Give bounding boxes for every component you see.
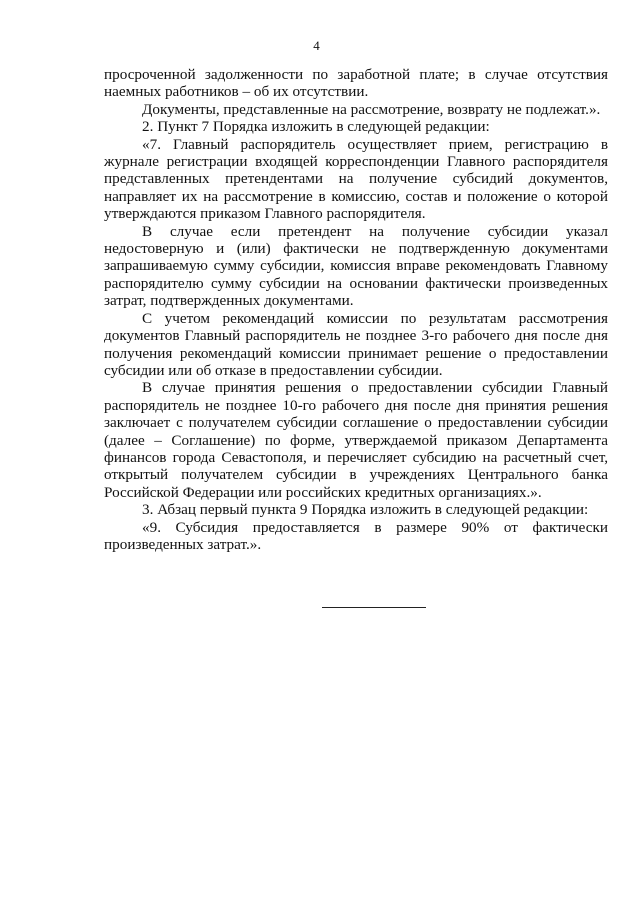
paragraph-commission-recommendations: С учетом рекомендаций комиссии по результатам рассмотрения документов Главный распорядитель не позднее 3-го рабочего дня после дня получения рекомендаций комиссии принимает решение о предоставлении субсидии или об отказе в предоставлении субсидии. — [104, 309, 608, 379]
end-separator-line — [322, 607, 426, 608]
document-body — [104, 66, 608, 553]
paragraph-point-9: «9. Субсидия предоставляется в размере 90% от фактически произведенных затрат.». — [104, 518, 608, 553]
paragraph-documents-not-returned: Документы, представленные на рассмотрение, возврату не подлежат.». — [142, 100, 601, 118]
paragraph-item-2-intro: 2. Пункт 7 Порядка изложить в следующей редакции: — [142, 118, 490, 136]
paragraph-unpaid-wages: просроченной задолженности по заработной плате; в случае отсутствия наемных работников – об их отсутствии. — [104, 66, 608, 101]
page-number: 4 — [313, 38, 320, 53]
paragraph-item-3-intro: 3. Абзац первый пункта 9 Порядка изложить в следующей редакции: — [142, 501, 589, 519]
paragraph-unconfirmed-amount: В случае если претендент на получение субсидии указал недостоверную и (или) фактически не подтвержденную документами запрашиваемую сумму субсидии, комиссия вправе рекомендовать Главному распорядителю сумму субсидии на основании фактически произведенных затрат, подтвержденных документами. — [104, 222, 608, 310]
paragraph-point-7: «7. Главный распорядитель осуществляет прием, регистрацию в журнале регистрации входящей корреспонденции Главного распорядителя представленных претендентами на получение субсидий документов, направляет их на рассмотрение в комиссию, состав и положение о которой утверждаются приказом Главного распорядителя. — [104, 135, 608, 223]
paragraph-agreement-conclusion: В случае принятия решения о предоставлении субсидии Главный распорядитель не позднее 10-го рабочего дня после дня принятия решения заключает с получателем субсидии соглашение о предоставлении субсидии (далее – Соглашение) по форме, утверждаемой приказом Департамента финансов города Севастополя, и перечисляет субсидию на расчетный счет, открытый получателем субсидии в учреждениях Центрального банка Российской Федерации или российских кредитных организациях.». — [104, 379, 608, 501]
